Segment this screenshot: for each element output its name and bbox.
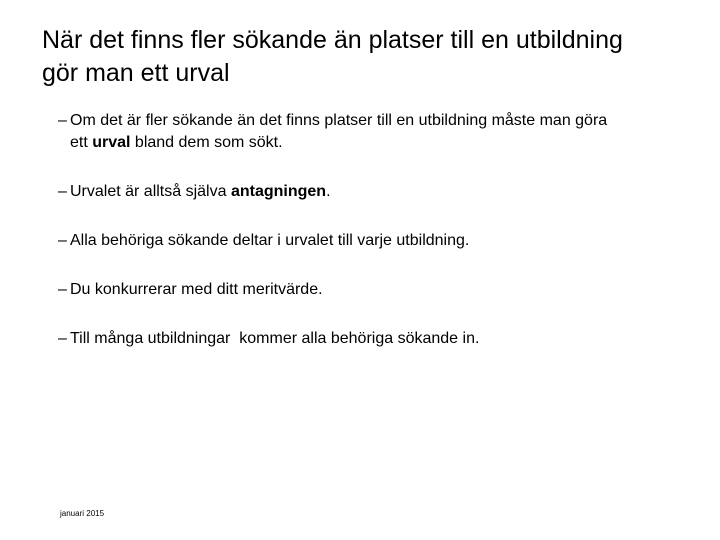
list-item <box>58 230 618 252</box>
slide-title: När det finns fler sökande än platser till en utbildning gör man ett urval <box>42 26 623 87</box>
bullet-list <box>58 110 618 377</box>
bullet-dash: – <box>58 330 67 347</box>
list-item <box>58 328 618 350</box>
bullet-text: Urvalet är alltså själva antagningen. <box>70 183 331 200</box>
bullet-text: Till många utbildningar kommer alla behöriga sökande in. <box>70 330 480 347</box>
bullet-dash: – <box>58 232 67 249</box>
list-item <box>58 181 618 203</box>
list-item <box>58 110 618 154</box>
footer-date: januari 2015 <box>60 509 105 518</box>
bullet-text: Om det är fler sökande än det finns platser till en utbildning måste man göra ett urval bland dem som sökt. <box>70 112 608 151</box>
bullet-dash: – <box>58 183 67 200</box>
list-item <box>58 279 618 301</box>
bullet-dash: – <box>58 281 67 298</box>
bullet-text: Du konkurrerar med ditt meritvärde. <box>70 281 323 298</box>
bullet-dash: – <box>58 112 67 129</box>
bullet-text: Alla behöriga sökande deltar i urvalet till varje utbildning. <box>70 232 470 249</box>
bold-term: antagningen <box>230 183 327 200</box>
bold-term: urval <box>92 134 131 151</box>
